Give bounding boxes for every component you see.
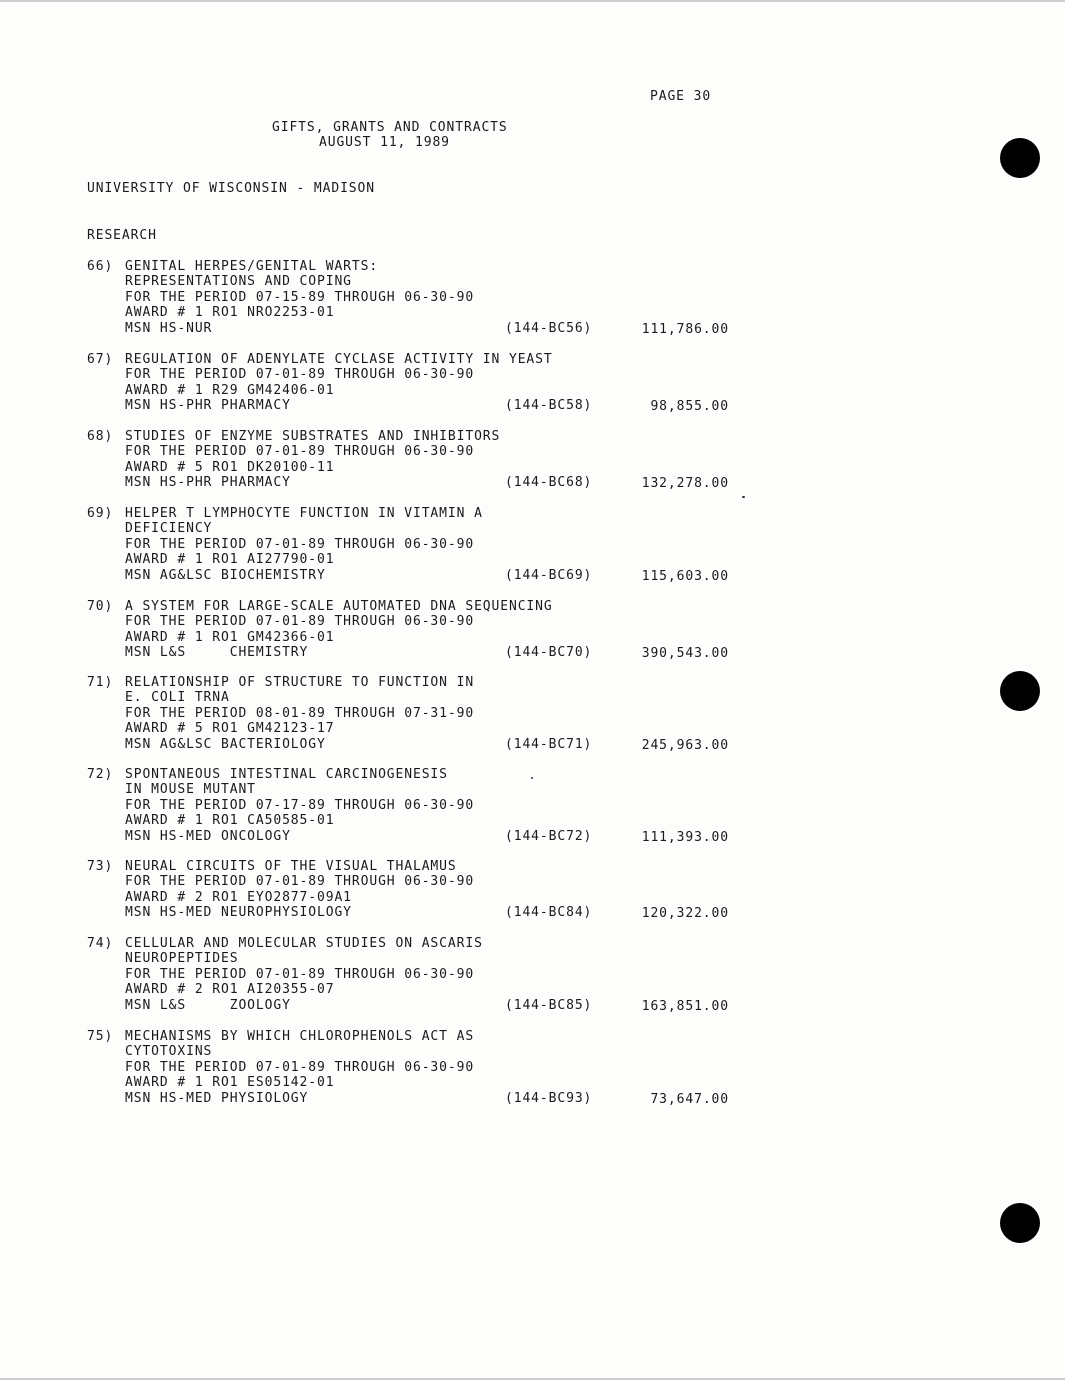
entry-line: FOR THE PERIOD 07-01-89 THROUGH 06-30-90: [125, 614, 475, 630]
entry-line: REPRESENTATIONS AND COPING: [125, 274, 352, 290]
award-amount: 390,543.00: [641, 646, 729, 662]
award-amount: 245,963.00: [641, 737, 729, 753]
entry-line: A SYSTEM FOR LARGE-SCALE AUTOMATED DNA SEQUENCING: [125, 599, 553, 614]
entry-line: AWARD # 1 RO1 NRO2253-01: [125, 305, 335, 321]
entry-description: [125, 429, 500, 491]
entry-line: AWARD # 5 RO1 GM42123-17: [125, 721, 335, 737]
entry-line: RELATIONSHIP OF STRUCTURE TO FUNCTION IN: [125, 675, 475, 690]
punch-hole-middle: [1000, 671, 1040, 711]
entry-line: MSN HS-MED NEUROPHYSIOLOGY: [125, 905, 352, 921]
section-heading: RESEARCH: [87, 228, 157, 243]
entry-line: FOR THE PERIOD 07-01-89 THROUGH 06-30-90: [125, 536, 475, 552]
entry-number: 68): [87, 429, 114, 444]
page-top-edge: [0, 0, 1065, 2]
entry-description: [125, 259, 474, 336]
entry-line: FOR THE PERIOD 07-15-89 THROUGH 06-30-90: [125, 289, 475, 305]
entry-line: NEUROPEPTIDES: [125, 951, 239, 967]
entry-line: CYTOTOXINS: [125, 1044, 213, 1060]
entry-line: AWARD # 5 RO1 DK20100-11: [125, 459, 335, 475]
award-amount: 115,603.00: [641, 568, 729, 584]
entry-line: FOR THE PERIOD 07-01-89 THROUGH 06-30-90: [125, 966, 475, 982]
entry-number: 69): [87, 506, 114, 521]
entry-line: FOR THE PERIOD 07-01-89 THROUGH 06-30-90: [125, 367, 475, 383]
entry-line: REGULATION OF ADENYLATE CYCLASE ACTIVITY IN YEAST: [125, 352, 553, 367]
entry-number: 67): [87, 352, 114, 367]
entry-line: AWARD # 1 RO1 CA50585-01: [125, 813, 335, 829]
award-amount: 120,322.00: [641, 906, 729, 922]
entry-line: AWARD # 1 RO1 GM42366-01: [125, 629, 335, 645]
entry-line: FOR THE PERIOD 08-01-89 THROUGH 07-31-90: [125, 705, 475, 721]
entry-description: [125, 599, 553, 661]
account-code: (144-BC71): [505, 736, 593, 752]
entry-description: [125, 859, 474, 921]
entry-line: MSN L&S CHEMISTRY: [125, 645, 309, 661]
entry-line: FOR THE PERIOD 07-17-89 THROUGH 06-30-90: [125, 797, 475, 813]
award-amount: 98,855.00: [650, 399, 729, 415]
entry-line: AWARD # 1 RO1 AI27790-01: [125, 552, 335, 568]
award-amount: 73,647.00: [650, 1091, 729, 1107]
entry-line: MSN HS-MED PHYSIOLOGY: [125, 1090, 309, 1106]
entry-number: 73): [87, 859, 114, 874]
entry-line: AWARD # 1 R29 GM42406-01: [125, 382, 335, 398]
account-code: (144-BC56): [505, 320, 593, 336]
punch-hole-bottom: [1000, 1203, 1040, 1243]
account-code: (144-BC84): [505, 905, 593, 921]
entry-line: MSN AG&LSC BACTERIOLOGY: [125, 736, 326, 752]
entry-description: [125, 352, 553, 414]
award-amount: 111,786.00: [641, 321, 729, 337]
entry-line: E. COLI TRNA: [125, 690, 230, 706]
account-code: (144-BC68): [505, 475, 593, 491]
entry-line: MECHANISMS BY WHICH CHLOROPHENOLS ACT AS: [125, 1029, 475, 1044]
entry-line: MSN AG&LSC BIOCHEMISTRY: [125, 567, 326, 583]
entry-description: [125, 506, 483, 583]
entry-line: FOR THE PERIOD 07-01-89 THROUGH 06-30-90: [125, 444, 475, 460]
entry-number: 66): [87, 259, 114, 274]
award-amount: 163,851.00: [641, 998, 729, 1014]
account-code: (144-BC69): [505, 567, 593, 583]
entry-line: MSN HS-MED ONCOLOGY: [125, 828, 291, 844]
award-amount: 132,278.00: [641, 476, 729, 492]
entry-line: AWARD # 2 RO1 EYO2877-09A1: [125, 889, 352, 905]
entry-number: 70): [87, 599, 114, 614]
entry-description: [125, 675, 474, 752]
entry-line: SPONTANEOUS INTESTINAL CARCINOGENESIS: [125, 767, 448, 782]
award-amount: 111,393.00: [641, 829, 729, 845]
entry-line: FOR THE PERIOD 07-01-89 THROUGH 06-30-90: [125, 1059, 475, 1075]
entry-number: 71): [87, 675, 114, 690]
entry-description: [125, 767, 474, 844]
entry-number: 72): [87, 767, 114, 782]
entry-line: FOR THE PERIOD 07-01-89 THROUGH 06-30-90: [125, 874, 475, 890]
institution-name: UNIVERSITY OF WISCONSIN - MADISON: [87, 181, 375, 196]
account-code: (144-BC70): [505, 645, 593, 661]
entry-line: NEURAL CIRCUITS OF THE VISUAL THALAMUS: [125, 859, 457, 874]
entry-line: AWARD # 2 RO1 AI20355-07: [125, 982, 335, 998]
entry-line: MSN HS-PHR PHARMACY: [125, 475, 291, 491]
entry-line: MSN L&S ZOOLOGY: [125, 997, 291, 1013]
entry-line: IN MOUSE MUTANT: [125, 782, 256, 798]
page-number: PAGE 30: [650, 89, 712, 104]
scan-speck: [531, 777, 533, 779]
entry-number: 74): [87, 936, 114, 951]
scan-speck: [742, 496, 745, 498]
document-title: GIFTS, GRANTS AND CONTRACTS: [272, 120, 508, 135]
entry-description: [125, 936, 483, 1013]
entry-line: STUDIES OF ENZYME SUBSTRATES AND INHIBITORS: [125, 429, 501, 444]
entry-line: CELLULAR AND MOLECULAR STUDIES ON ASCARIS: [125, 936, 483, 951]
entry-number: 75): [87, 1029, 114, 1044]
entry-line: HELPER T LYMPHOCYTE FUNCTION IN VITAMIN A: [125, 506, 483, 521]
entry-description: [125, 1029, 474, 1106]
entry-line: MSN HS-NUR: [125, 320, 213, 336]
account-code: (144-BC58): [505, 398, 593, 414]
entry-line: GENITAL HERPES/GENITAL WARTS:: [125, 259, 379, 274]
document-date: AUGUST 11, 1989: [319, 135, 450, 150]
account-code: (144-BC72): [505, 828, 593, 844]
entry-line: AWARD # 1 RO1 ES05142-01: [125, 1075, 335, 1091]
entry-line: MSN HS-PHR PHARMACY: [125, 398, 291, 414]
punch-hole-top: [1000, 138, 1040, 178]
account-code: (144-BC93): [505, 1090, 593, 1106]
entry-line: DEFICIENCY: [125, 521, 213, 537]
account-code: (144-BC85): [505, 997, 593, 1013]
